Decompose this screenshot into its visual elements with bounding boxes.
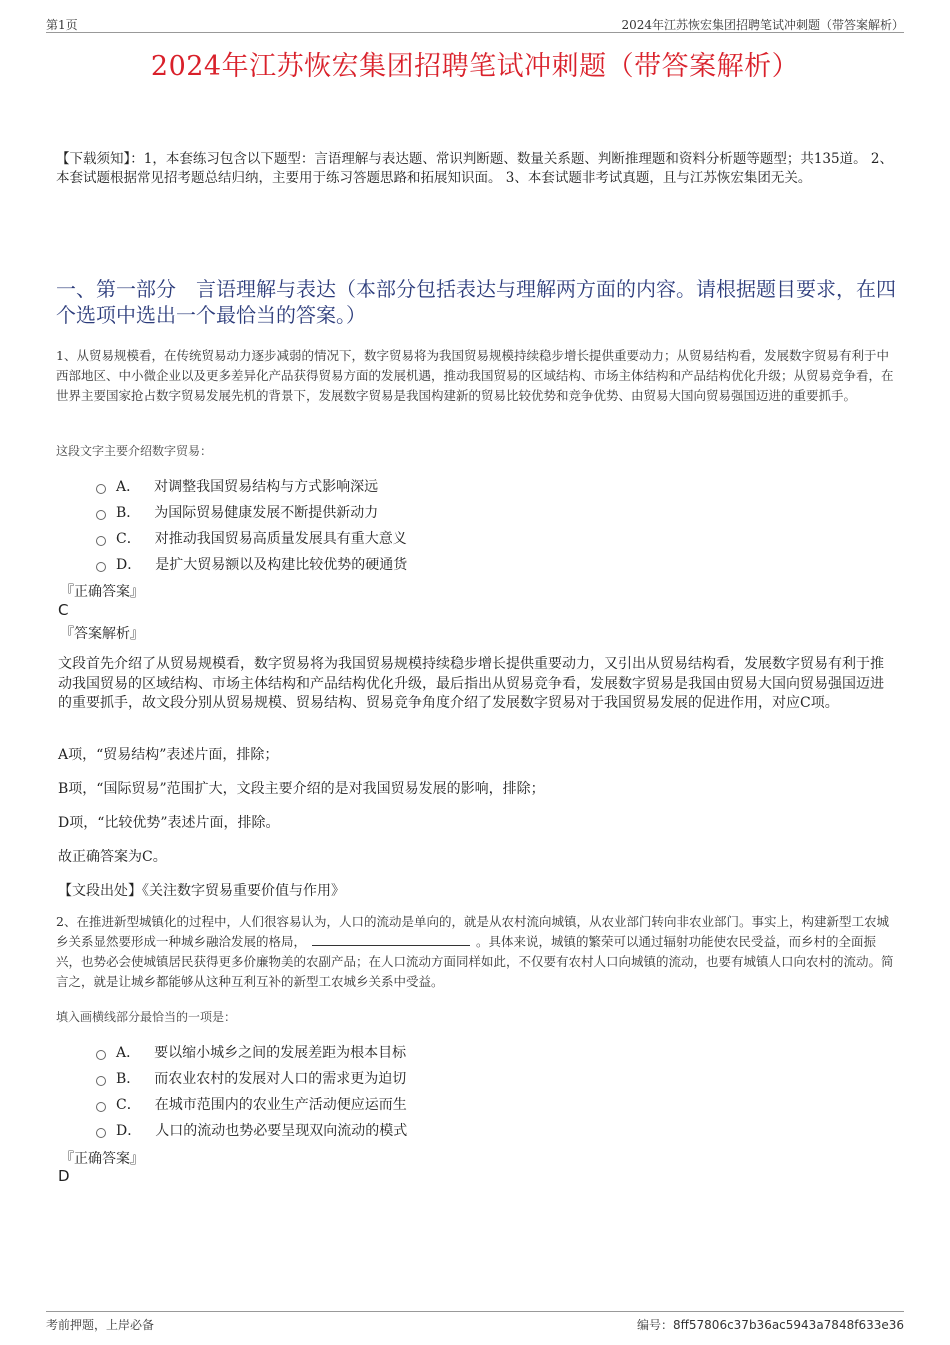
radio-icon[interactable] bbox=[96, 484, 106, 494]
question-2-stem: 2、在推进新型城镇化的过程中，人们很容易认为，人口的流动是单向的，就是从农村流向城镇，从农业部门转向非农业部门。事实上，构建新型工农城乡关系显然要形成一种城乡融洽发展的格局， 。具体来说，城镇的繁荣可以通过辐射功能使农民受益，而乡村的全面振兴，也势必会使城镇居民获得更多价廉物美的农副产品；在人口流动方面同样如此，不仅要有农村人口向城镇的流动，也要有城镇人口向农村的流动。简言之，就是让城乡都能够从这种互利互补的新型工农城乡关系中受益。 bbox=[56, 914, 894, 989]
option-b[interactable]: B． 为国际贸易健康发展不断提供新动力 bbox=[96, 499, 407, 525]
option-d[interactable]: D． 人口的流动也势必要呈现双向流动的模式 bbox=[96, 1117, 407, 1143]
footer-slogan: 考前押题，上岸必备 bbox=[46, 1318, 155, 1332]
question-1-options bbox=[96, 473, 407, 577]
fill-blank bbox=[312, 933, 470, 946]
answer-label: 『正确答案』 bbox=[60, 584, 144, 600]
analysis-label: 『答案解析』 bbox=[60, 626, 144, 642]
option-c[interactable]: C． 对推动我国贸易高质量发展具有重大意义 bbox=[96, 525, 407, 551]
question-1-prompt: 这段文字主要介绍数字贸易： bbox=[56, 444, 213, 458]
radio-icon[interactable] bbox=[96, 1102, 106, 1112]
page-header bbox=[46, 14, 904, 33]
option-b[interactable]: B． 而农业农村的发展对人口的需求更为迫切 bbox=[96, 1065, 407, 1091]
radio-icon[interactable] bbox=[96, 1076, 106, 1086]
question-2-prompt: 填入画横线部分最恰当的一项是： bbox=[56, 1010, 237, 1024]
question-1-stem: 1、从贸易规模看，在传统贸易动力逐步减弱的情况下，数字贸易将为我国贸易规模持续稳步增长提供重要动力；从贸易结构看，发展数字贸易有利于中西部地区、中小微企业以及更多差异化产品获得贸易方面的发展机遇，推动我国贸易的区域结构、市场主体结构和产品结构优化升级；从贸易竞争看，在世界主要国家抢占数字贸易发展先机的背景下，发展数字贸易是我国构建新的贸易比较优势和竞争优势、由贸易大国向贸易强国迈进的重要抓手。 bbox=[56, 348, 894, 403]
analysis-conclusion: 故正确答案为C。 bbox=[58, 849, 167, 865]
analysis-note: D项，“比较优势”表述片面，排除。 bbox=[58, 815, 280, 831]
option-a[interactable]: A． 对调整我国贸易结构与方式影响深远 bbox=[96, 473, 407, 499]
header-doc-title: 2024年江苏恢宏集团招聘笔试冲刺题（带答案解析） bbox=[621, 18, 904, 32]
option-d[interactable]: D． 是扩大贸易额以及构建比较优势的硬通货 bbox=[96, 551, 407, 577]
radio-icon[interactable] bbox=[96, 562, 106, 572]
radio-icon[interactable] bbox=[96, 536, 106, 546]
page-footer bbox=[46, 1311, 904, 1334]
answer-value: C bbox=[58, 601, 69, 619]
radio-icon[interactable] bbox=[96, 1128, 106, 1138]
document-code: 编号：8ff57806c37b36ac5943a7848f633e36 bbox=[636, 1318, 904, 1332]
document-title: 2024年江苏恢宏集团招聘笔试冲刺题（带答案解析） bbox=[150, 51, 800, 82]
question-2-options bbox=[96, 1039, 407, 1143]
source-citation: 【文段出处】《关注数字贸易重要价值与作用》 bbox=[58, 883, 345, 899]
answer-label: 『正确答案』 bbox=[60, 1151, 144, 1167]
analysis-note: B项，“国际贸易”范围扩大，文段主要介绍的是对我国贸易发展的影响，排除； bbox=[58, 781, 545, 797]
section-title: 一、第一部分 言语理解与表达（本部分包括表达与理解两方面的内容。请根据题目要求，在四个选项中选出一个最恰当的答案。） bbox=[56, 277, 896, 327]
download-notice: 【下载须知】：1，本套练习包含以下题型：言语理解与表达题、常识判断题、数量关系题、判断推理题和资料分析题等题型；共135道。 2、本套试题根据常见招考题总结归纳，主要用于练习答题思路和拓展知识面。 3、本套试题非考试真题，且与江苏恢宏集团无关。 bbox=[56, 151, 893, 186]
analysis-note: A项，“贸易结构”表述片面，排除； bbox=[58, 747, 279, 763]
analysis-text: 文段首先介绍了从贸易规模看，数字贸易将为我国贸易规模持续稳步增长提供重要动力，又引出从贸易结构看，发展数字贸易有利于推动我国贸易的区域结构、市场主体结构和产品结构优化升级，最后指出从贸易竞争看，发展数字贸易是我国由贸易大国向贸易强国迈进的重要抓手，故文段分别从贸易规模、贸易结构、贸易竞争角度介绍了发展数字贸易对于我国贸易发展的促进作用，对应C项。 bbox=[58, 656, 884, 711]
radio-icon[interactable] bbox=[96, 1050, 106, 1060]
option-a[interactable]: A． 要以缩小城乡之间的发展差距为根本目标 bbox=[96, 1039, 407, 1065]
answer-value: D bbox=[58, 1167, 70, 1185]
radio-icon[interactable] bbox=[96, 510, 106, 520]
option-c[interactable]: C． 在城市范围内的农业生产活动便应运而生 bbox=[96, 1091, 407, 1117]
page-number: 第1页 bbox=[46, 18, 78, 32]
